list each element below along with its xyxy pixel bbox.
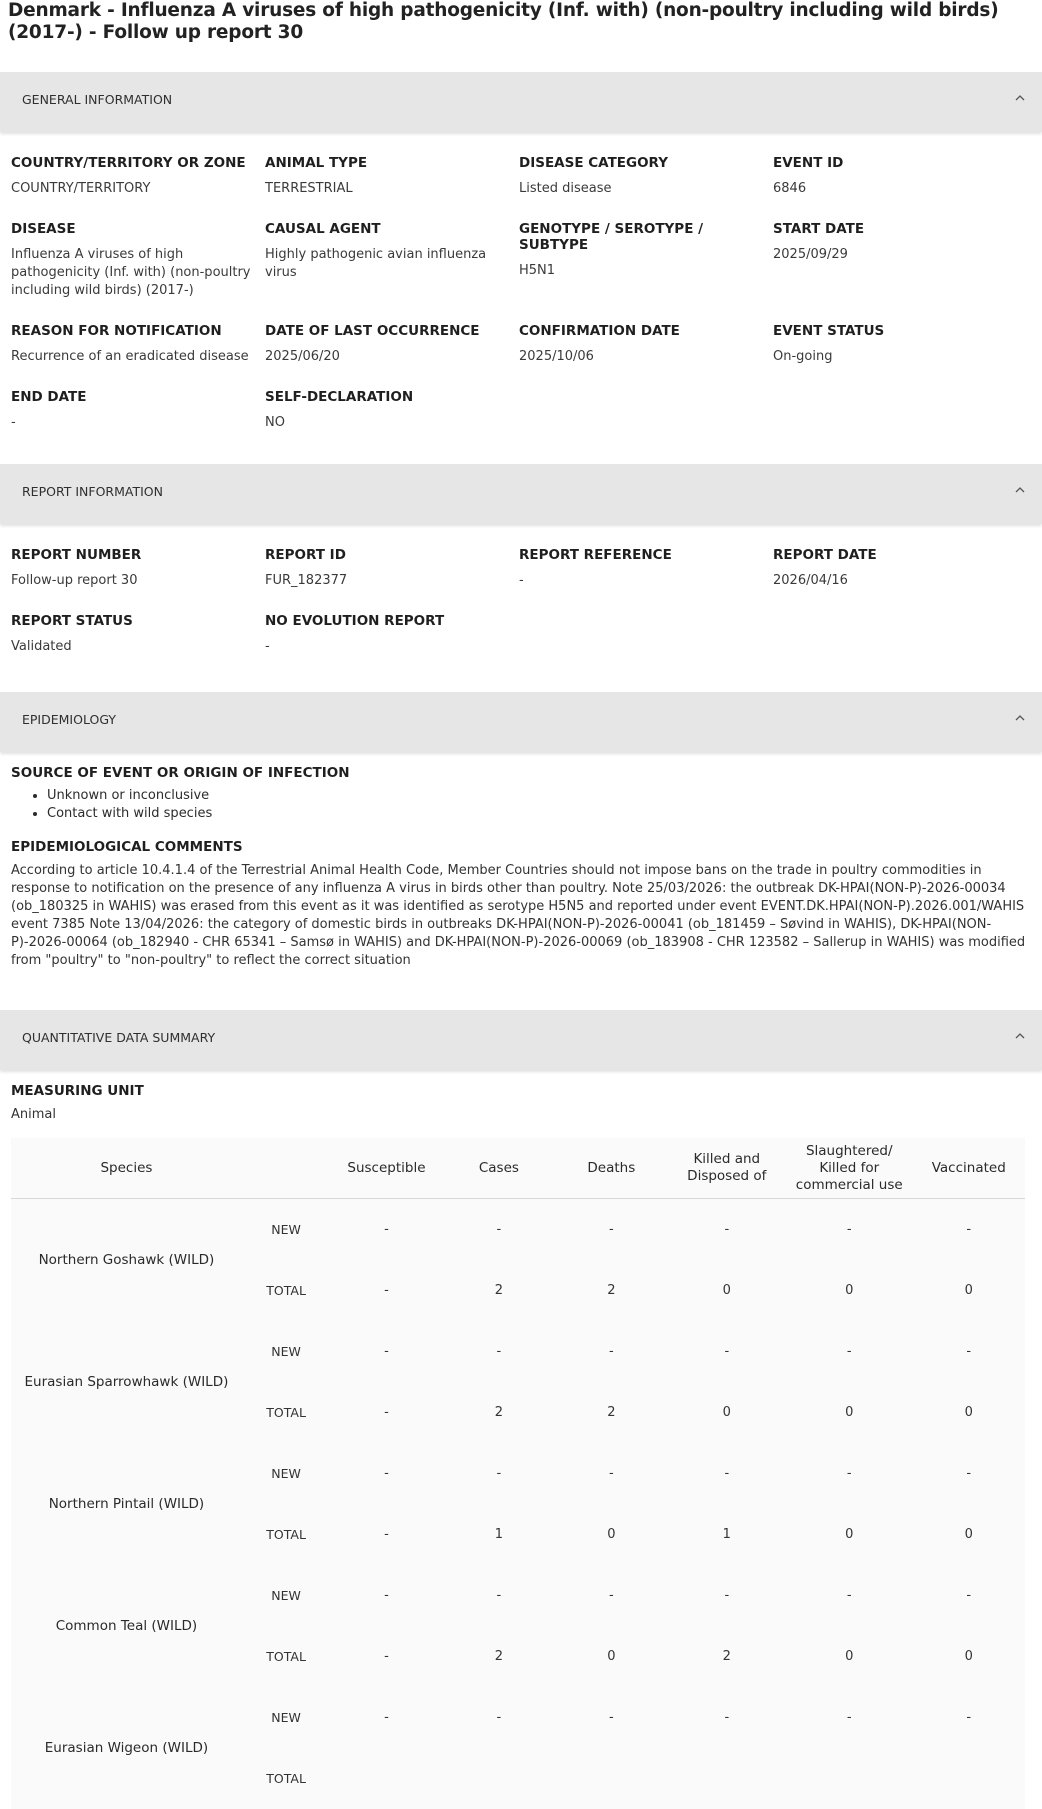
table-row [11,1321,1025,1382]
info-field [265,547,519,590]
info-field [11,221,265,300]
page-title: Denmark - Influenza A viruses of high pathogenicity (Inf. with) (non-poultry including wild birds) (2017-) - Follow up report 30 [0,0,1042,45]
table-cell: - [330,1504,442,1565]
table-cell [330,1748,442,1809]
info-field [519,323,773,366]
table-row [11,1199,1025,1261]
table-cell: 0 [913,1626,1026,1687]
field-value: - [11,414,265,432]
section-header-quantitative[interactable] [0,1010,1042,1070]
table-cell: - [443,1443,555,1504]
source-list [11,787,1031,823]
field-label: START DATE [773,221,1027,237]
table-cell: - [913,1321,1026,1382]
field-label: ANIMAL TYPE [265,155,519,171]
info-field [11,155,265,198]
table-cell: - [443,1565,555,1626]
table-cell: - [330,1626,442,1687]
info-field [773,547,1027,590]
epidemiology-body [0,765,1042,970]
table-cell: - [668,1199,786,1261]
section-label: REPORT INFORMATION [22,484,163,499]
table-cell: - [786,1199,912,1261]
row-kind-new: NEW [242,1199,330,1261]
table-cell: - [786,1565,912,1626]
table-cell: - [913,1199,1026,1261]
table-row [11,1443,1025,1504]
info-field [773,323,1027,366]
table-cell: 0 [555,1626,667,1687]
field-value: Highly pathogenic avian influenza virus [265,246,519,282]
col-header: Susceptible [330,1138,442,1199]
chevron-up-icon[interactable] [1012,710,1028,726]
table-cell [443,1748,555,1809]
row-kind-total: TOTAL [242,1626,330,1687]
info-field [11,323,265,366]
quantitative-table-body [11,1199,1025,1809]
quantitative-table [11,1138,1025,1809]
general-info-grid [0,132,1042,432]
species-cell: Eurasian Wigeon (WILD) [11,1687,242,1809]
table-cell: 0 [913,1260,1026,1321]
section-label: QUANTITATIVE DATA SUMMARY [22,1030,215,1045]
table-cell: - [330,1382,442,1443]
section-label: GENERAL INFORMATION [22,92,172,107]
section-header-report[interactable] [0,464,1042,524]
col-header: Cases [443,1138,555,1199]
table-cell: - [786,1687,912,1748]
field-value: On-going [773,348,1027,366]
info-field [11,613,265,656]
report-info-grid [0,524,1042,656]
info-field [11,389,265,432]
field-label: END DATE [11,389,265,405]
info-field [265,155,519,198]
table-cell: 2 [555,1382,667,1443]
info-field [265,613,519,656]
field-label: REPORT DATE [773,547,1027,563]
table-cell: - [443,1687,555,1748]
field-value: Follow-up report 30 [11,572,265,590]
quantitative-body [0,1083,1042,1124]
comments-label: EPIDEMIOLOGICAL COMMENTS [11,839,1031,855]
epidemiological-comments: According to article 10.4.1.4 of the Terrestrial Animal Health Code, Member Countries should not impose bans on the trade in poultry commodities in response to notification on the presence of any influenza A virus in birds other than poultry. Note 25/03/2026: the outbreak DK-HPAI(NON-P)-2026-00034 (ob_180325 in WAHIS) was erased from this event as it was identified as serotype H5N5 and reported under event EVENT.DK.HPAI(NON-P).2026.001/WAHIS event 7385 Note 13/04/2026: the category of domestic birds in outbreaks DK-HPAI(NON-P)-2026-00041 (ob_181459 – Søvind in WAHIS), DK-HPAI(NON-P)-2026-00064 (ob_182940 - CHR 65341 – Samsø in WAHIS) and DK-HPAI(NON-P)-2026-00069 (ob_183908 - CHR 123582 – Sallerup in WAHIS) was modified from "poultry" to "non-poultry" to reflect the correct situation [11,862,1031,970]
section-label: EPIDEMIOLOGY [22,712,116,727]
table-cell: 2 [443,1626,555,1687]
col-header: Vaccinated [913,1138,1026,1199]
measuring-unit-label: MEASURING UNIT [11,1083,1031,1099]
info-field [265,221,519,300]
field-value: 2025/10/06 [519,348,773,366]
source-label: SOURCE OF EVENT OR ORIGIN OF INFECTION [11,765,1031,781]
info-field [519,547,773,590]
table-cell: - [330,1321,442,1382]
table-cell: - [330,1687,442,1748]
table-cell: 0 [555,1504,667,1565]
table-cell: 0 [786,1504,912,1565]
table-cell [555,1748,667,1809]
table-cell: - [330,1199,442,1261]
section-header-general[interactable] [0,72,1042,132]
field-label: COUNTRY/TERRITORY OR ZONE [11,155,265,171]
table-cell [786,1748,912,1809]
list-item: • Contact with wild species [47,805,1031,823]
table-cell: 0 [786,1382,912,1443]
field-value: - [519,572,773,590]
field-value: 2025/09/29 [773,246,1027,264]
field-value: Listed disease [519,180,773,198]
field-value: NO [265,414,519,432]
col-header [242,1138,330,1199]
table-cell: - [668,1687,786,1748]
section-header-epidemiology[interactable] [0,692,1042,752]
row-kind-new: NEW [242,1443,330,1504]
species-cell: Northern Pintail (WILD) [11,1443,242,1565]
field-label: CAUSAL AGENT [265,221,519,237]
table-cell: 0 [668,1382,786,1443]
table-cell: 0 [786,1626,912,1687]
info-field [265,389,519,432]
table-cell [913,1748,1026,1809]
table-cell: - [443,1199,555,1261]
row-kind-new: NEW [242,1687,330,1748]
table-cell: 0 [668,1260,786,1321]
table-cell: - [555,1199,667,1261]
chevron-up-icon[interactable] [1012,90,1028,106]
field-value: COUNTRY/TERRITORY [11,180,265,198]
field-value: H5N1 [519,262,773,280]
table-cell: - [330,1443,442,1504]
row-kind-total: TOTAL [242,1382,330,1443]
field-label: EVENT ID [773,155,1027,171]
row-kind-total: TOTAL [242,1260,330,1321]
table-cell: 2 [443,1260,555,1321]
table-cell: - [555,1565,667,1626]
info-field [773,155,1027,198]
measuring-unit-value: Animal [11,1106,1031,1124]
table-cell [668,1748,786,1809]
table-cell: 2 [668,1626,786,1687]
table-cell: - [913,1687,1026,1748]
table-cell: - [555,1443,667,1504]
chevron-up-icon[interactable] [1012,482,1028,498]
field-label: DISEASE [11,221,265,237]
table-cell: - [330,1260,442,1321]
col-header: Species [11,1138,242,1199]
field-label: REASON FOR NOTIFICATION [11,323,265,339]
table-cell: - [330,1565,442,1626]
field-label: REPORT REFERENCE [519,547,773,563]
field-value: - [265,638,519,656]
info-field [265,323,519,366]
field-value: 2026/04/16 [773,572,1027,590]
col-header: Slaughtered/ Killed for commercial use [786,1138,912,1199]
info-field [519,155,773,198]
field-value: Influenza A viruses of high pathogenicity (Inf. with) (non-poultry including wild birds) (2017-) [11,246,265,300]
field-label: DATE OF LAST OCCURRENCE [265,323,519,339]
row-kind-new: NEW [242,1321,330,1382]
field-value: Validated [11,638,265,656]
field-value: Recurrence of an eradicated disease [11,348,265,366]
field-label: DISEASE CATEGORY [519,155,773,171]
table-cell: - [555,1687,667,1748]
table-cell: - [786,1321,912,1382]
species-cell: Common Teal (WILD) [11,1565,242,1687]
chevron-up-icon[interactable] [1012,1028,1028,1044]
info-field [519,221,773,300]
info-field [773,221,1027,300]
field-label: CONFIRMATION DATE [519,323,773,339]
field-label: SELF-DECLARATION [265,389,519,405]
table-cell: 2 [555,1260,667,1321]
field-value: FUR_182377 [265,572,519,590]
table-cell: 0 [913,1504,1026,1565]
table-cell: 2 [443,1382,555,1443]
table-cell: - [668,1321,786,1382]
field-label: REPORT STATUS [11,613,265,629]
row-kind-total: TOTAL [242,1504,330,1565]
table-cell: 1 [443,1504,555,1565]
col-header: Deaths [555,1138,667,1199]
table-row [11,1565,1025,1626]
table-cell: 0 [786,1260,912,1321]
table-cell: - [555,1321,667,1382]
table-cell: - [443,1321,555,1382]
row-kind-new: NEW [242,1565,330,1626]
species-cell: Eurasian Sparrowhawk (WILD) [11,1321,242,1443]
field-value: 2025/06/20 [265,348,519,366]
field-label: GENOTYPE / SEROTYPE / SUBTYPE [519,221,773,253]
species-cell: Northern Goshawk (WILD) [11,1199,242,1322]
table-cell: - [668,1565,786,1626]
table-cell: - [913,1443,1026,1504]
col-header: Killed and Disposed of [668,1138,786,1199]
field-label: REPORT NUMBER [11,547,265,563]
row-kind-total: TOTAL [242,1748,330,1809]
table-cell: 1 [668,1504,786,1565]
table-cell: - [786,1443,912,1504]
table-cell: - [913,1565,1026,1626]
table-row [11,1687,1025,1748]
field-value: 6846 [773,180,1027,198]
table-cell: - [668,1443,786,1504]
info-field [11,547,265,590]
table-cell: 0 [913,1382,1026,1443]
field-label: REPORT ID [265,547,519,563]
field-label: NO EVOLUTION REPORT [265,613,519,629]
list-item: • Unknown or inconclusive [47,787,1031,805]
field-value: TERRESTRIAL [265,180,519,198]
field-label: EVENT STATUS [773,323,1027,339]
table-header-row [11,1138,1025,1199]
